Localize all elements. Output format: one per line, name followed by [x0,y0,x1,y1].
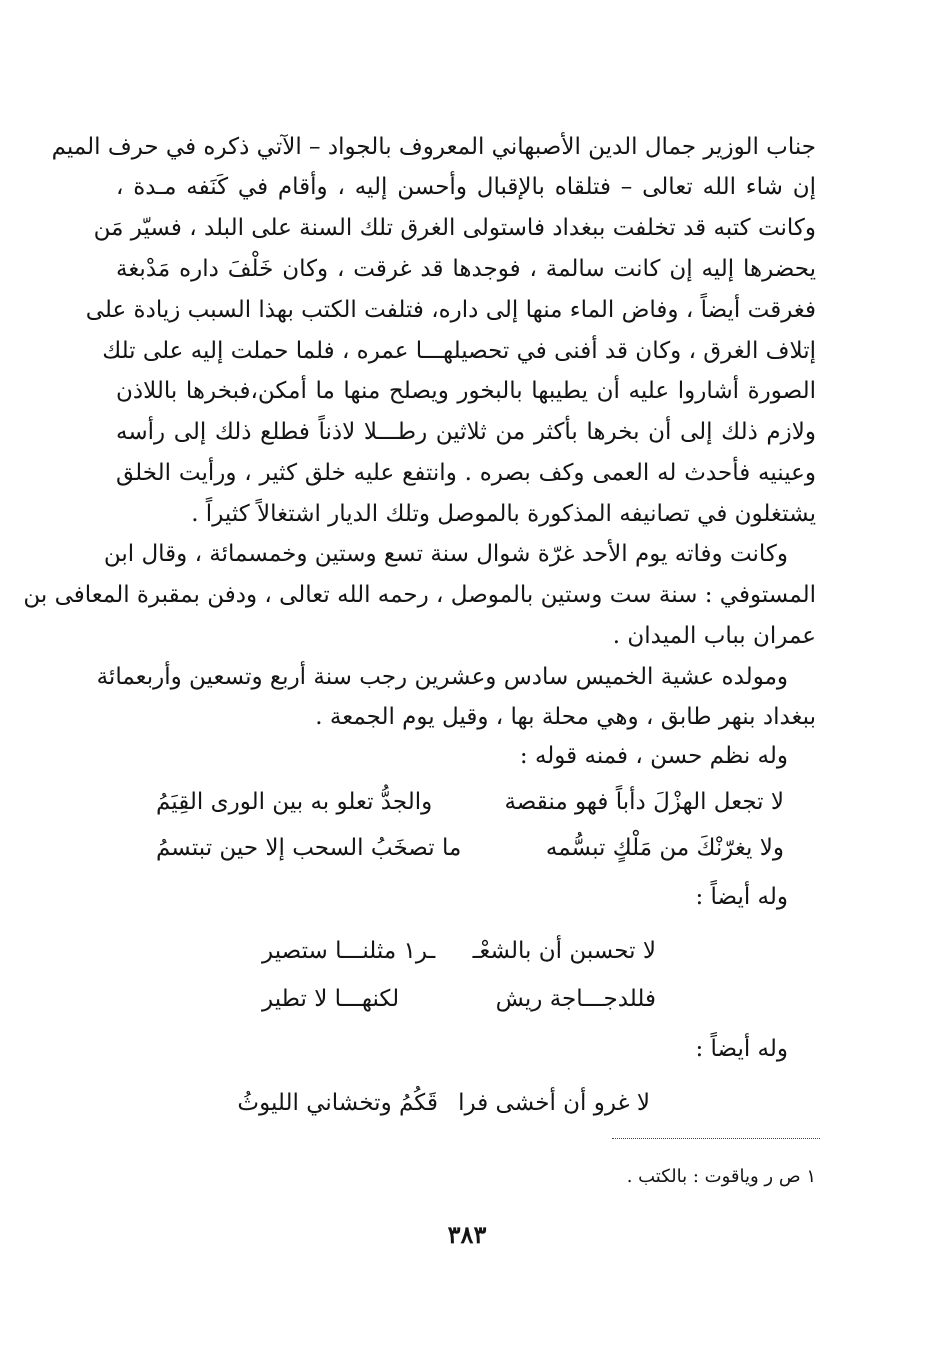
verse-second-hemistich: لكنهـــا لا تطير [262,986,400,1012]
text-line: ببغداد بنهر طابق ، وهي محلة بها ، وقيل يوم الجمعة . [315,704,816,730]
text-line: يحضرها إليه إن كانت سالمة ، فوجدها قد غرقت ، وكان خَلْفَ داره مَدْبغة [116,256,816,282]
text-line: ومولده عشية الخميس سادس وعشرين رجب سنة أربع وتسعين وأربعمائة [96,664,788,690]
text-line: إتلاف الغرق ، وكان قد أفنى في تحصيلهـــا عمره ، فلما حملت إليه على تلك [102,338,816,364]
text-line: وكانت كتبه قد تخلفت ببغداد فاستولى الغرق تلك السنة على البلد ، فسيّر مَن [93,215,816,241]
page-number: ٣٨٣ [447,1220,487,1249]
text-line: جناب الوزير جمال الدين الأصبهاني المعروف بالجواد – الآتي ذكره في حرف الميم [51,134,816,160]
text-line: إن شاء الله تعالى – فتلقاه بالإقبال وأحسن إليه ، وأقام في كَنَفه مـدة ، [116,174,816,200]
verse-first-hemistich: لا تجعل الهزْلَ دأباً فهو منقصة [504,789,784,815]
text-line: الصورة أشاروا عليه أن يطيبها بالبخور ويصلح منها ما أمكن،فبخرها باللاذن [116,378,816,404]
text-line: ولازم ذلك إلى أن بخرها بأكثر من ثلاثين رطـــلا لاذناً فطلع ذلك إلى رأسه [116,419,816,445]
verse-second-hemistich: قَكُمُ وتخشاني الليوثُ [237,1090,438,1116]
text-line: عمران بباب الميدان . [612,623,816,649]
poem-intro: وله أيضاً : [695,1036,788,1062]
verse-first-hemistich: فللدجـــاجة ريش [495,986,656,1012]
text-line: المستوفي : سنة ست وستين بالموصل ، رحمه الله تعالى ، ودفن بمقبرة المعافى بن [23,582,816,608]
text-line: وعينيه فأحدث له العمى وكف بصره . وانتفع عليه خلق كثير ، ورأيت الخلق [116,460,816,486]
verse-first-hemistich: ولا يغرّنْكَ من مَلْكٍ تبسُّمه [545,835,784,861]
text-line: فغرقت أيضاً ، وفاض الماء منها إلى داره، فتلفت الكتب بهذا السبب زيادة على [85,297,816,323]
footnote: ١ ص ر وياقوت : بالكتب . [626,1166,816,1187]
poem-intro: وله نظم حسن ، فمنه قوله : [519,743,788,769]
text-line: وكانت وفاته يوم الأحد غرّة شوال سنة تسع وستين وخمسمائة ، وقال ابن [103,541,788,567]
verse-second-hemistich: والجدُّ تعلو به بين الورى القِيَمُ [156,789,433,815]
verse-first-hemistich: لا تحسبن أن بالشعْـ [472,938,656,964]
verse-second-hemistich: ـر١ مثلنـــا ستصير [262,938,436,964]
verse-second-hemistich: ما تصخَبُ السحب إلا حين تبتسمُ [156,835,462,861]
text-line: يشتغلون في تصانيفه المذكورة بالموصل وتلك الديار اشتغالاً كثيراً . [191,501,816,527]
poem-intro: وله أيضاً : [695,884,788,910]
verse-first-hemistich: لا غرو أن أخشى فرا [458,1090,650,1116]
footnote-divider [612,1138,820,1139]
